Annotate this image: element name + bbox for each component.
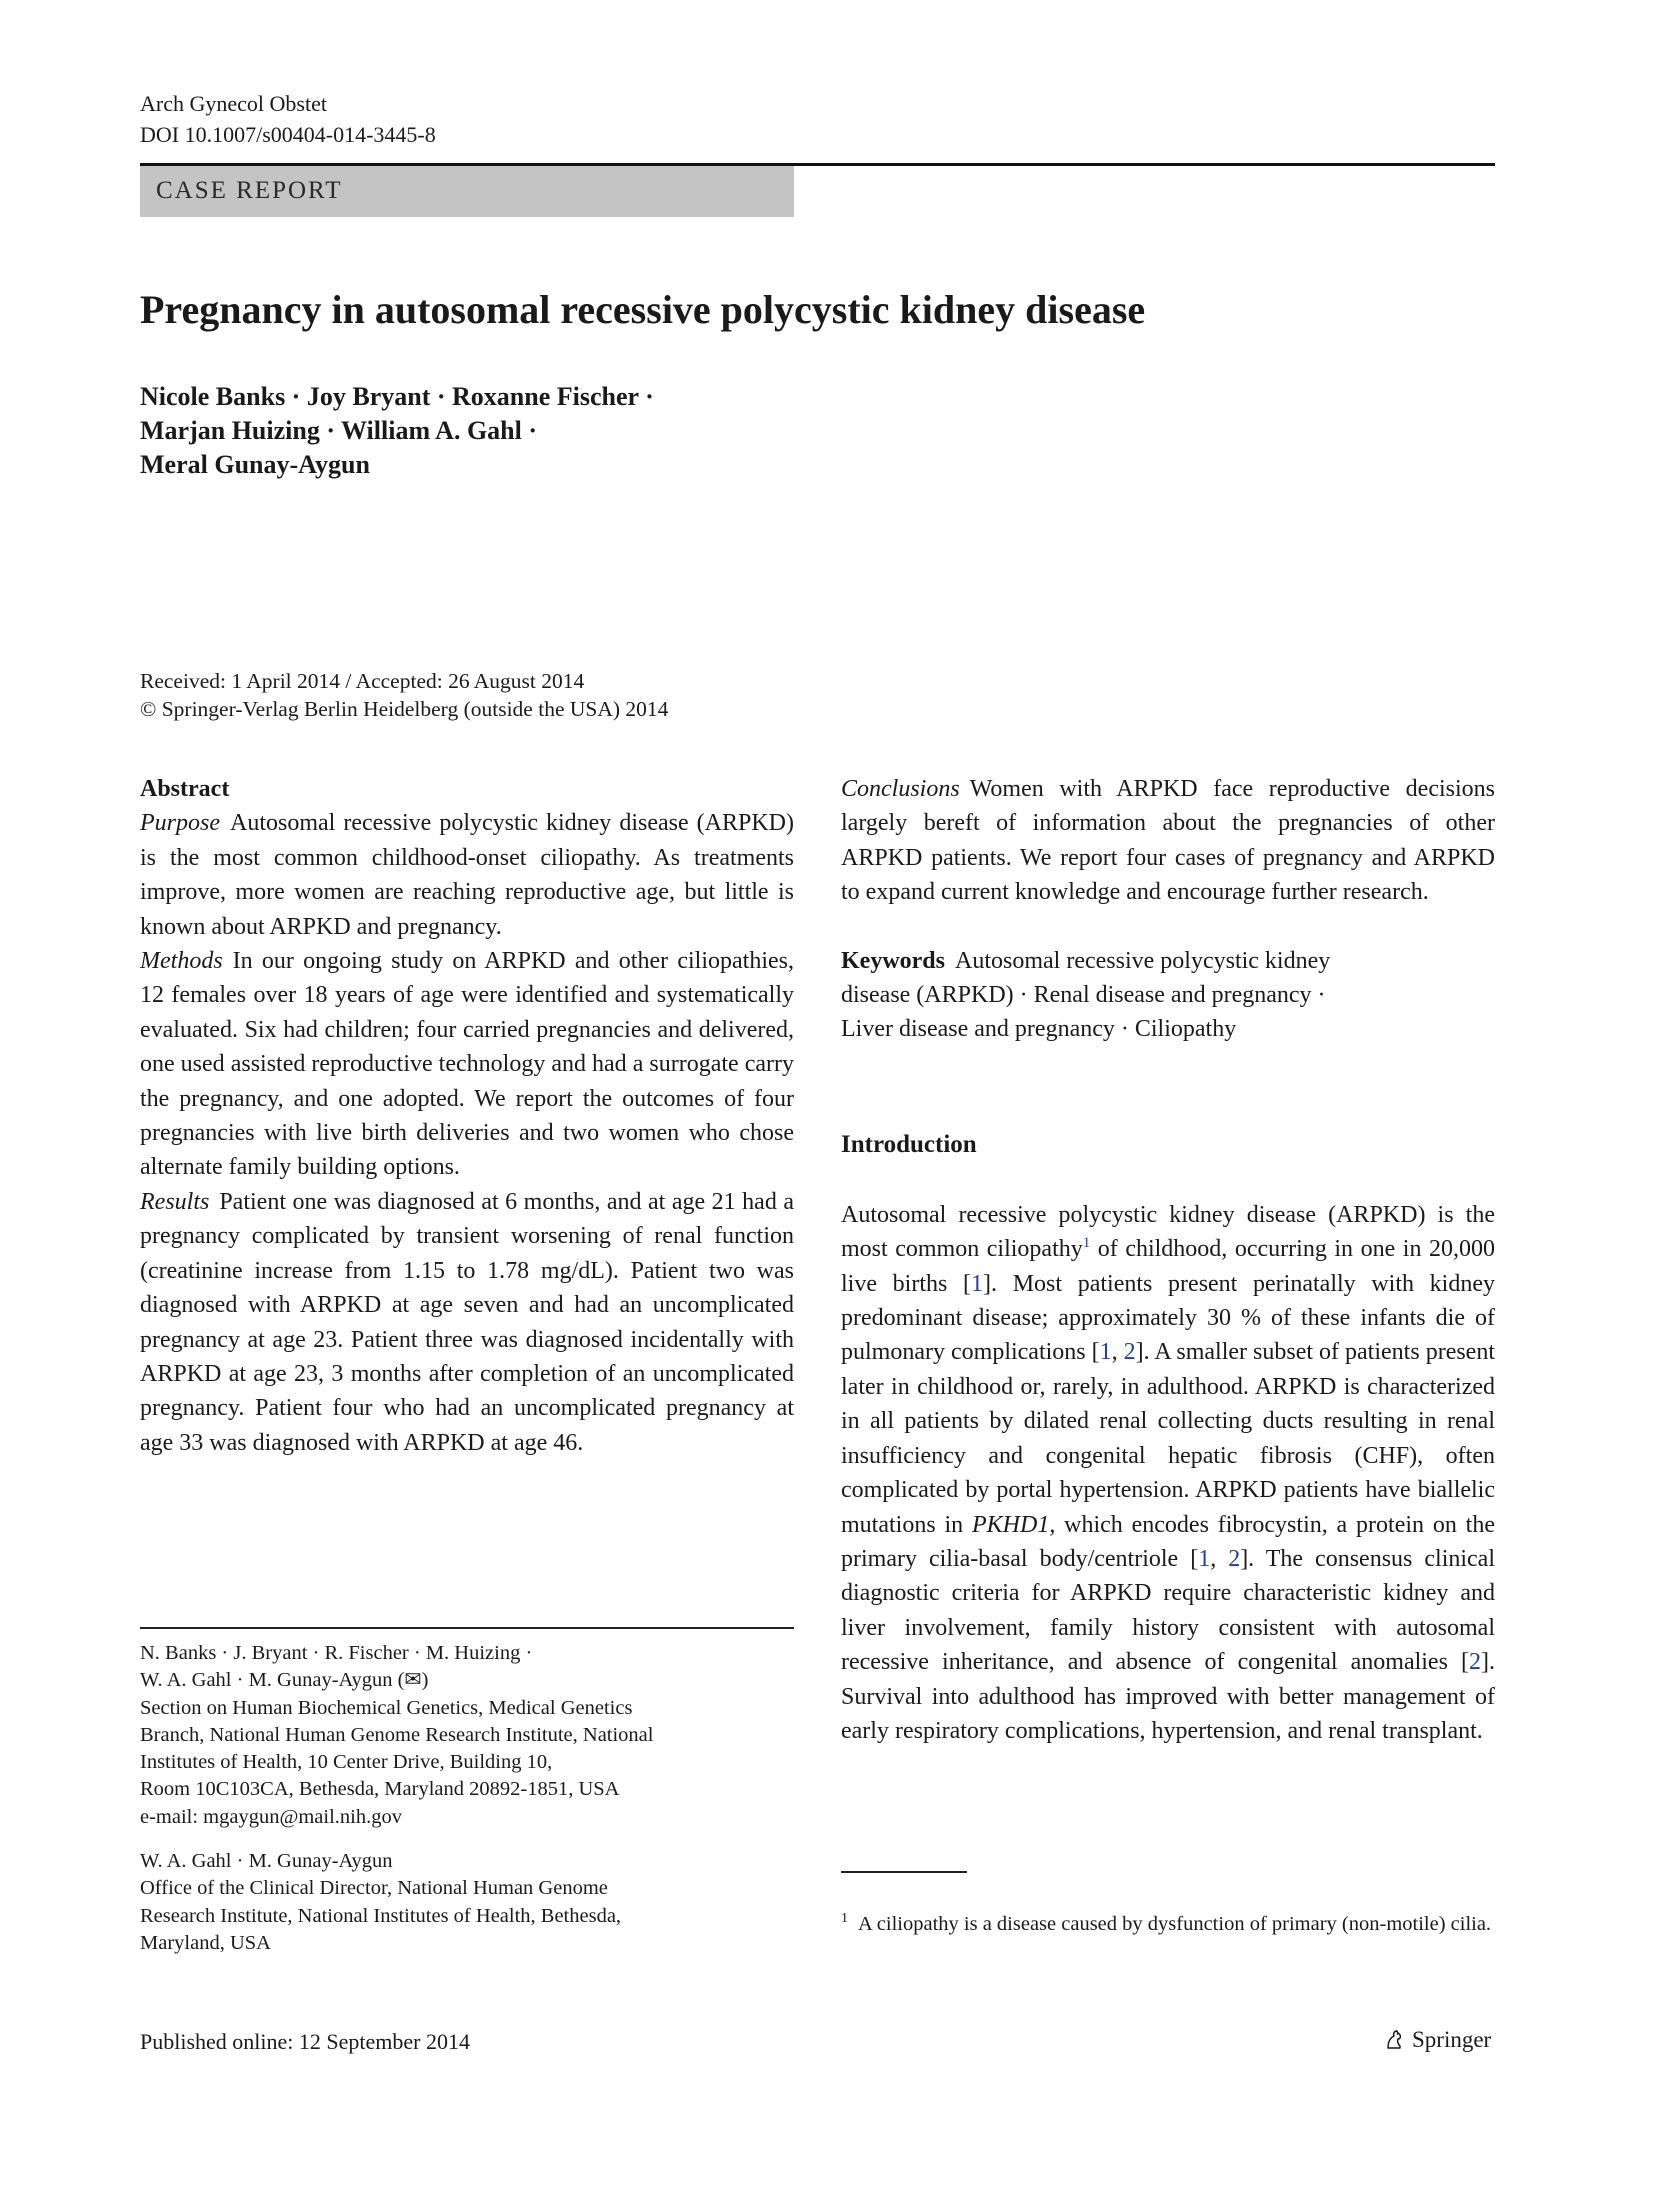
introduction-paragraph bbox=[841, 1198, 1495, 1749]
affiliations bbox=[140, 1640, 794, 1957]
intro-text: , which encodes fibrocystin, a protein on the primary cilia-basal body/centriole [ bbox=[841, 1511, 1495, 1572]
citation-link[interactable]: 1 bbox=[971, 1270, 984, 1297]
purpose-text: Autosomal recessive polycystic kidney disease (ARPKD) is the most common childhood-onset ciliopathy. As treatments improve, more women are reaching reproductive age, but little is known about ARPKD and pregnancy. bbox=[140, 810, 794, 940]
author-line: Marjan Huizing · William A. Gahl · bbox=[140, 416, 538, 445]
intro-text: ]. Survival into adulthood has improved with better management of early respiratory complications, hypertension, and renal transplant. bbox=[841, 1649, 1495, 1744]
author-list bbox=[140, 380, 654, 482]
affiliation-line: Institutes of Health, 10 Center Drive, Building 10, bbox=[140, 1751, 553, 1774]
keywords-line: Liver disease and pregnancy · Ciliopathy bbox=[841, 1016, 1237, 1043]
author-line: Meral Gunay-Aygun bbox=[140, 450, 370, 479]
intro-text: of childhood, occurring in one in 20,000 live births [ bbox=[841, 1236, 1495, 1297]
intro-text: , bbox=[1210, 1545, 1229, 1572]
results-label: Results bbox=[140, 1188, 210, 1215]
citation-link[interactable]: 2 bbox=[1228, 1545, 1241, 1572]
footnote bbox=[841, 1905, 1495, 1938]
right-column bbox=[841, 772, 1495, 1748]
intro-text: Autosomal recessive polycystic kidney disease (ARPKD) is the most common ciliopathy bbox=[841, 1201, 1495, 1263]
article-type-label: CASE REPORT bbox=[156, 177, 343, 204]
abstract-heading: Abstract bbox=[140, 776, 230, 802]
affiliation-line: Research Institute, National Institutes of Health, Bethesda, bbox=[140, 1904, 622, 1927]
affiliation-line: Branch, National Human Genome Research Institute, National bbox=[140, 1723, 654, 1746]
abstract-results bbox=[140, 1185, 794, 1460]
intro-text: ]. A smaller subset of patients present later in childhood or, rarely, in adulthood. ARPKD is characterized in all patients by dilated renal collecting ducts resulting in renal insufficiency and congenital hepatic fibrosis (CHF), often complicated by portal hypertension. ARPKD patients have biallelic mutations in bbox=[841, 1339, 1496, 1538]
received-accepted: Received: 1 April 2014 / Accepted: 26 August 2014 bbox=[140, 669, 585, 693]
citation-link[interactable]: 1 bbox=[1099, 1339, 1112, 1366]
results-text: Patient one was diagnosed at 6 months, and at age 21 had a pregnancy complicated by transient worsening of renal function (creatinine increase from 1.15 to 1.78 mg/dL). Patient two was diagnosed with ARPKD at age seven and had an uncomplicated pregnancy at age 23. Patient three was diagnosed incidentally with ARPKD at age 23, 3 months after completion of an uncomplicated pregnancy. Patient four who had an uncomplicated pregnancy at age 33 was diagnosed with ARPKD at age 46. bbox=[140, 1188, 794, 1456]
abstract-methods bbox=[140, 944, 794, 1185]
affiliation-line: Section on Human Biochemical Genetics, Medical Genetics bbox=[140, 1696, 633, 1719]
citation-link[interactable]: 2 bbox=[1123, 1339, 1136, 1366]
keywords-line: disease (ARPKD) · Renal disease and pregnancy · bbox=[841, 982, 1326, 1009]
copyright: © Springer-Verlag Berlin Heidelberg (outside the USA) 2014 bbox=[140, 697, 669, 721]
affiliation-names: W. A. Gahl · M. Gunay-Aygun bbox=[140, 1850, 393, 1873]
methods-label: Methods bbox=[140, 948, 223, 975]
affiliation-names: N. Banks · J. Bryant · R. Fischer · M. Huizing · bbox=[140, 1642, 533, 1664]
doi: DOI 10.1007/s00404-014-3445-8 bbox=[140, 122, 436, 147]
purpose-label: Purpose bbox=[140, 810, 220, 837]
citation-link[interactable]: 1 bbox=[1198, 1545, 1211, 1572]
affiliation-names: W. A. Gahl · M. Gunay-Aygun (✉) bbox=[140, 1669, 429, 1692]
conclusions-text: Women with ARPKD face reproductive decisions largely bereft of information about the pregnancies of other ARPKD patients. We report four cases of pregnancy and ARPKD to expand current knowledge and encourage further research. bbox=[841, 776, 1495, 906]
conclusions-label: Conclusions bbox=[841, 776, 960, 802]
author-line: Nicole Banks · Joy Bryant · Roxanne Fischer · bbox=[140, 382, 654, 411]
contact-email[interactable]: e-mail: mgaygun@mail.nih.gov bbox=[140, 1805, 402, 1828]
journal-header bbox=[140, 88, 436, 150]
footnote-text: A ciliopathy is a disease caused by dysfunction of primary (non-motile) cilia. bbox=[858, 1912, 1492, 1935]
intro-text: ]. Most patients present perinatally with kidney predominant disease; approximately 30 % of these infants die of pulmonary complications [ bbox=[841, 1270, 1495, 1366]
publisher-name: Springer bbox=[1412, 2027, 1492, 2052]
footnote-rule bbox=[841, 1871, 967, 1873]
article-dates bbox=[140, 667, 668, 723]
article-title: Pregnancy in autosomal recessive polycystic kidney disease bbox=[140, 287, 1146, 332]
keywords-label: Keywords bbox=[841, 947, 945, 974]
introduction-heading: Introduction bbox=[841, 1130, 977, 1158]
affiliation-line: Office of the Clinical Director, National Human Genome bbox=[140, 1877, 608, 1900]
publisher-logo bbox=[1382, 2027, 1491, 2053]
journal-name: Arch Gynecol Obstet bbox=[140, 91, 327, 116]
abstract-conclusions bbox=[841, 772, 1495, 910]
footnote-number: 1 bbox=[841, 1911, 848, 1926]
affiliation-rule bbox=[140, 1627, 794, 1629]
abstract-column bbox=[140, 772, 794, 1460]
methods-text: In our ongoing study on ARPKD and other ciliopathies, 12 females over 18 years of age were identified and systematically evaluated. Six had children; four carried pregnancies and delivered, one used assisted reproductive technology and had a surrogate carry the pregnancy, and one adopted. We report the outcomes of four pregnancies with live birth deliveries and two women who chose alternate family building options. bbox=[140, 948, 794, 1181]
intro-text: , bbox=[1111, 1339, 1124, 1366]
footnote-marker[interactable]: 1 bbox=[1082, 1235, 1091, 1252]
keywords bbox=[841, 944, 1495, 1047]
intro-text: ]. The consensus clinical diagnostic criteria for ARPKD require characteristic kidney and liver involvement, family history consistent with autosomal recessive inheritance, and absence of congenital anomalies [ bbox=[841, 1545, 1495, 1676]
springer-horse-icon bbox=[1382, 2028, 1406, 2052]
affiliation-line: Maryland, USA bbox=[140, 1931, 271, 1954]
gene-name: PKHD1 bbox=[971, 1511, 1050, 1538]
affiliation-line: Room 10C103CA, Bethesda, Maryland 20892-1851, USA bbox=[140, 1778, 620, 1801]
citation-link[interactable]: 2 bbox=[1469, 1649, 1481, 1676]
abstract-purpose bbox=[140, 806, 794, 944]
published-date: Published online: 12 September 2014 bbox=[140, 2029, 470, 2054]
keywords-line: Autosomal recessive polycystic kidney bbox=[955, 947, 1331, 974]
